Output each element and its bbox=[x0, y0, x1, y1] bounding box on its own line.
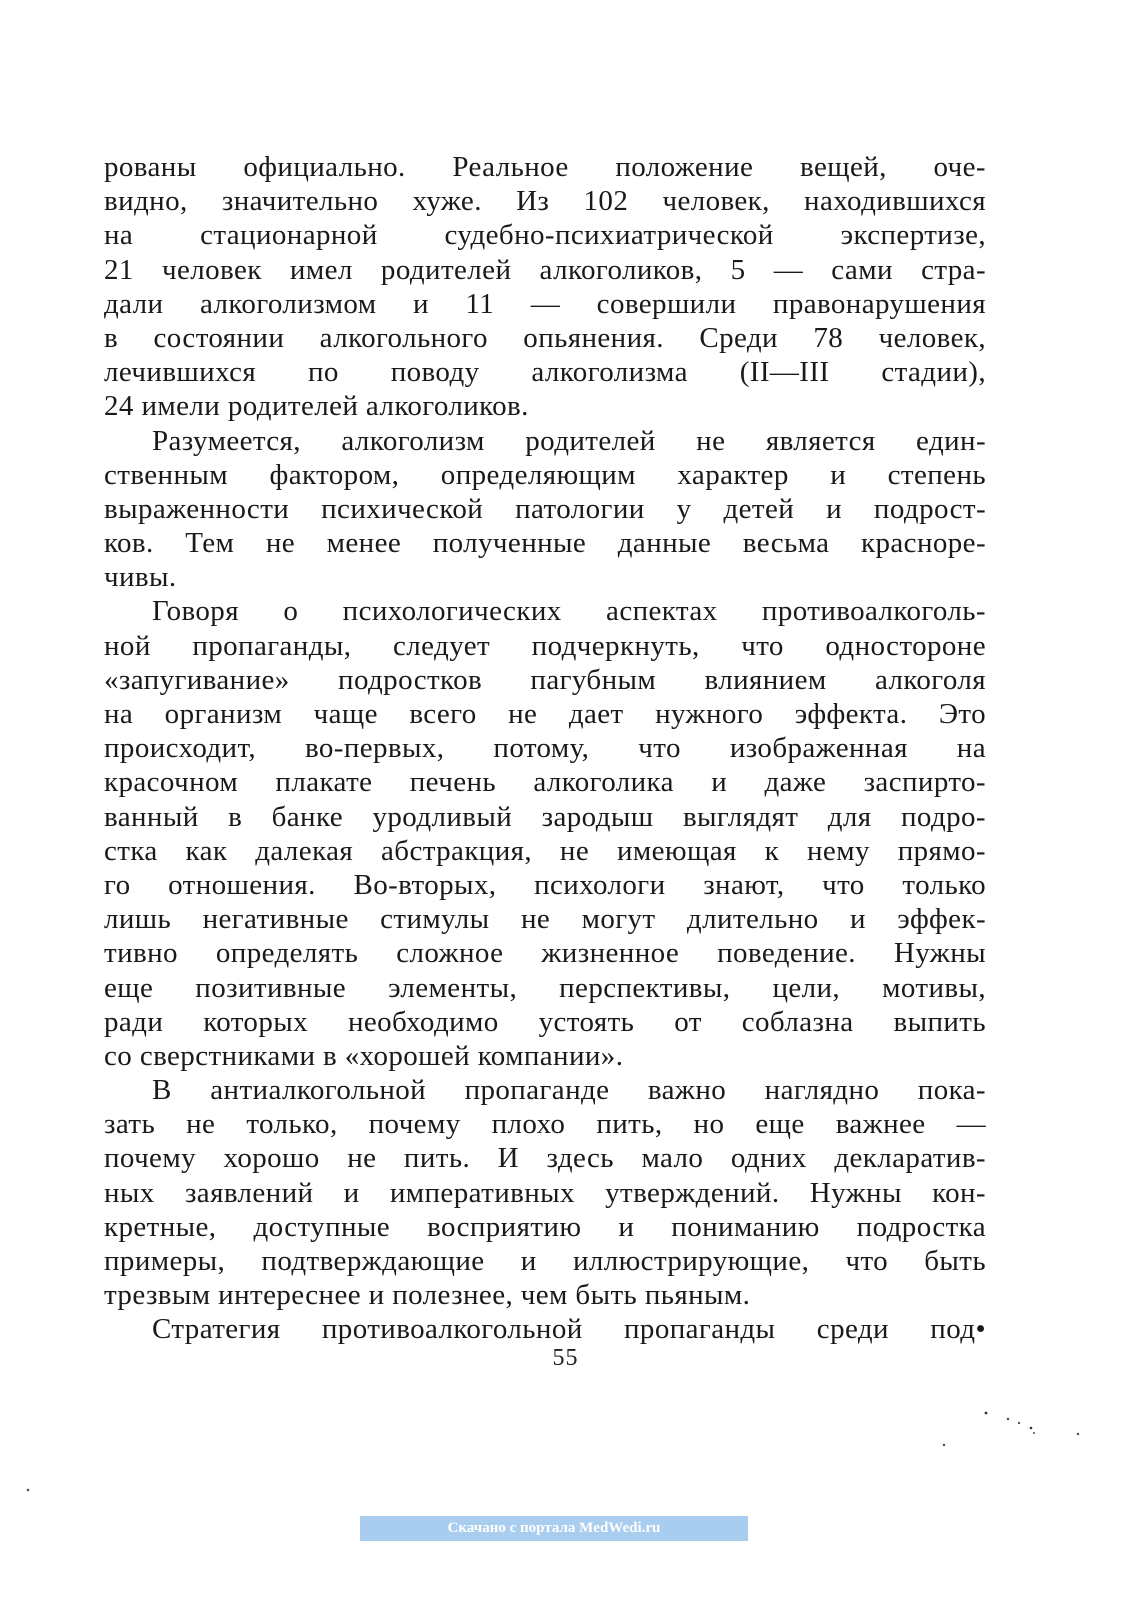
body-text bbox=[104, 150, 986, 1347]
text-line: зать не только, почему плохо пить, но еще важнее — bbox=[104, 1108, 986, 1141]
scan-speck bbox=[943, 1444, 945, 1446]
text-line: «запугивание» подростков пагубным влиянием алкоголя bbox=[104, 663, 986, 696]
download-watermark: Скачано с портала MedWedi.ru bbox=[360, 1516, 748, 1541]
scan-speck bbox=[985, 1412, 988, 1415]
text-line: 21 человек имел родителей алкоголиков, 5 — сами стра- bbox=[104, 253, 986, 286]
scan-speck bbox=[1007, 1418, 1009, 1420]
text-line: тивно определять сложное жизненное поведение. Нужны bbox=[104, 937, 986, 970]
text-line: ных заявлений и императивных утверждений. Нужны кон- bbox=[104, 1176, 986, 1209]
text-line: происходит, во-первых, потому, что изображенная на bbox=[104, 732, 986, 765]
text-line: лечившихся по поводу алкоголизма (II—III стадии), bbox=[104, 356, 986, 389]
text-line: 24 имели родителей алкоголиков. bbox=[104, 390, 529, 423]
paragraph bbox=[104, 594, 986, 1073]
text-line: Стратегия противоалкогольной пропаганды среди под• bbox=[152, 1313, 986, 1346]
page-number: 55 bbox=[552, 1345, 579, 1371]
text-line: ственным фактором, определяющим характер и степень bbox=[104, 458, 986, 491]
paragraph bbox=[104, 1312, 986, 1346]
text-line: примеры, подтверждающие и иллюстрирующие, что быть bbox=[104, 1245, 986, 1277]
text-line: рованы официально. Реальное положение вещей, оче- bbox=[104, 151, 986, 183]
text-line: красочном плакате печень алкоголика и даже заспирто- bbox=[104, 766, 986, 799]
text-line: в состоянии алкогольного опьянения. Среди 78 человек, bbox=[104, 321, 986, 354]
text-line: ванный в банке уродливый зародыш выглядят для подро- bbox=[104, 800, 986, 833]
scan-speck bbox=[1030, 1427, 1033, 1430]
text-line: на организм чаще всего не дает нужного эффекта. Это bbox=[104, 698, 986, 730]
text-line: стка как далекая абстракция, не имеющая к нему прямо- bbox=[104, 834, 986, 867]
text-line: го отношения. Во-вторых, психологи знают, что только bbox=[104, 868, 986, 901]
paragraph bbox=[104, 150, 986, 424]
scan-speck bbox=[1018, 1422, 1020, 1424]
paragraph bbox=[104, 424, 986, 595]
scan-speck bbox=[1077, 1433, 1079, 1435]
scan-speck bbox=[27, 1489, 30, 1492]
text-line: ради которых необходимо устоять от соблазна выпить bbox=[104, 1005, 986, 1038]
text-line: лишь негативные стимулы не могут длительно и эффек- bbox=[104, 903, 986, 936]
text-line: на стационарной судебно-психиатрической экспертизе, bbox=[104, 219, 986, 252]
paragraph bbox=[104, 1073, 986, 1312]
text-line: дали алкоголизмом и 11 — совершили правонарушения bbox=[104, 287, 986, 320]
text-line: трезвым интереснее и полезнее, чем быть пьяным. bbox=[104, 1279, 751, 1312]
text-line: почему хорошо не пить. И здесь мало одних декларатив- bbox=[104, 1142, 986, 1175]
text-line: выраженности психической патологии у детей и подрост- bbox=[104, 492, 986, 525]
text-line: Говоря о психологических аспектах противоалкоголь- bbox=[152, 595, 986, 628]
text-line: ков. Тем не менее полученные данные весьма красноре- bbox=[104, 527, 986, 560]
text-line: В антиалкогольной пропаганде важно наглядно пока- bbox=[152, 1074, 986, 1107]
text-line: видно, значительно хуже. Из 102 человек, находившихся bbox=[104, 185, 986, 218]
text-line: Разумеется, алкоголизм родителей не является един- bbox=[152, 424, 986, 457]
text-line: со сверстниками в «хорошей компании». bbox=[104, 1039, 624, 1072]
text-line: кретные, доступные восприятию и пониманию подростка bbox=[104, 1210, 986, 1243]
text-line: еще позитивные элементы, перспективы, цели, мотивы, bbox=[104, 971, 986, 1004]
text-line: чивы. bbox=[104, 561, 177, 594]
text-line: ной пропаганды, следует подчеркнуть, что одностороне bbox=[104, 629, 986, 662]
scan-speck bbox=[1033, 1432, 1035, 1434]
